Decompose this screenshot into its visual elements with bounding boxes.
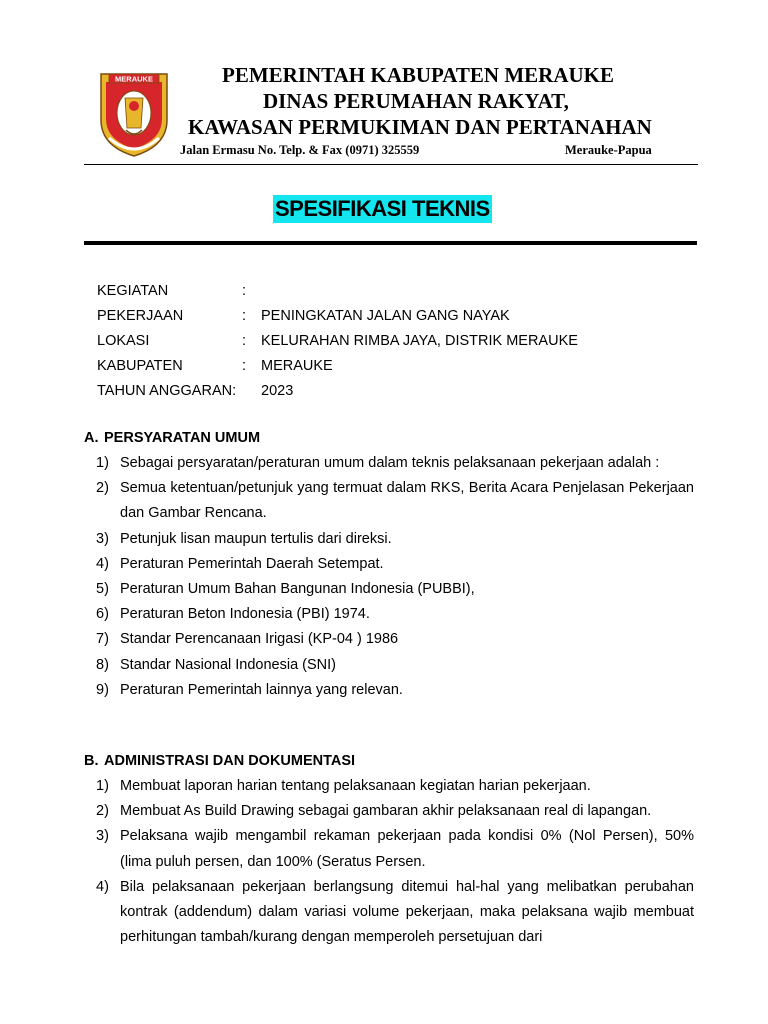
info-label-kabupaten: KABUPATEN <box>97 358 183 374</box>
letterhead-line2: DINAS PERUMAHAN RAKYAT, <box>263 89 569 113</box>
info-value-kabupaten: MERAUKE <box>261 358 333 374</box>
list-item-number: 2) <box>96 803 109 820</box>
list-item <box>96 774 694 799</box>
info-colon: : <box>242 308 247 324</box>
list-item-text: Standar Perencanaan Irigasi (KP-04 ) 1986 <box>120 631 399 648</box>
list-item-number: 2) <box>96 480 109 497</box>
regency-coat-of-arms-icon <box>95 68 173 158</box>
list-item-number: 7) <box>96 631 109 648</box>
letterhead-city: Merauke-Papua <box>565 143 652 157</box>
info-value-lokasi: KELURAHAN RIMBA JAYA, DISTRIK MERAUKE <box>261 333 578 349</box>
list-item-text: Sebagai persyaratan/peraturan umum dalam teknis pelaksanaan pekerjaan adalah : <box>120 455 660 471</box>
list-item-text: Petunjuk lisan maupun tertulis dari direksi. <box>120 530 392 547</box>
list-item <box>96 602 694 627</box>
list-item <box>96 451 694 476</box>
section-b-heading <box>84 753 355 769</box>
logo-text: MERAUKE <box>115 74 153 84</box>
letterhead-line3: KAWASAN PERMUKIMAN DAN PERTANAHAN <box>188 115 652 139</box>
document-title: SPESIFIKASI TEKNIS <box>275 196 490 221</box>
list-item <box>96 824 694 874</box>
list-item <box>96 653 694 678</box>
list-item-number: 6) <box>96 606 109 623</box>
info-colon: : <box>242 283 247 299</box>
list-item-number: 1) <box>96 455 109 471</box>
list-item <box>96 627 694 652</box>
list-item <box>96 875 694 951</box>
info-label-pekerjaan: PEKERJAAN <box>97 308 184 324</box>
info-value-pekerjaan: PENINGKATAN JALAN GANG NAYAK <box>261 308 510 324</box>
info-label-tahun-anggaran: TAHUN ANGGARAN: <box>97 383 237 399</box>
list-item-number: 8) <box>96 656 109 673</box>
list-item-number: 4) <box>96 555 109 572</box>
list-item <box>96 552 694 577</box>
list-item-number: 9) <box>96 681 109 698</box>
list-item-number: 3) <box>96 828 109 845</box>
list-item-text: Membuat As Build Drawing sebagai gambaran akhir pelaksanaan real di lapangan. <box>120 803 652 820</box>
list-item-text: Bila pelaksanaan pekerjaan berlangsung ditemui hal-hal yang melibatkan perubahan kontrak (addendum) dalam variasi volume pekerjaan, maka pelaksana wajib membuat perhitungan tambah/kurang dengan memperoleh persetujuan dari <box>120 878 694 946</box>
list-item-text: Membuat laporan harian tentang pelaksanaan kegiatan harian pekerjaan. <box>120 778 591 794</box>
letterhead-divider <box>84 164 698 165</box>
list-item-text: Pelaksana wajib mengambil rekaman pekerjaan pada kondisi 0% (Nol Persen), 50% (lima puluh persen, dan 100% (Seratus Persen. <box>120 828 694 870</box>
title-divider <box>84 241 697 245</box>
list-item-text: Semua ketentuan/petunjuk yang termuat dalam RKS, Berita Acara Penjelasan Pekerjaan dan Gambar Rencana. <box>120 480 694 522</box>
list-item-number: 1) <box>96 778 109 794</box>
info-colon: : <box>242 333 247 349</box>
list-item <box>96 577 694 602</box>
section-title: PERSYARATAN UMUM <box>104 430 261 446</box>
list-item-text: Peraturan Pemerintah Daerah Setempat. <box>120 555 384 572</box>
list-item <box>96 678 694 703</box>
list-item-number: 4) <box>96 878 109 895</box>
section-title: ADMINISTRASI DAN DOKUMENTASI <box>104 753 356 769</box>
list-item-text: Peraturan Pemerintah lainnya yang relevan. <box>120 681 403 698</box>
list-item-number: 3) <box>96 530 109 547</box>
list-item-text: Peraturan Umum Bahan Bangunan Indonesia (PUBBI), <box>120 581 475 598</box>
list-item <box>96 527 694 552</box>
section-letter: B. <box>84 753 99 769</box>
info-colon: : <box>242 358 247 374</box>
info-label-kegiatan: KEGIATAN <box>97 283 169 299</box>
list-item-text: Peraturan Beton Indonesia (PBI) 1974. <box>120 606 370 623</box>
letterhead-line1: PEMERINTAH KABUPATEN MERAUKE <box>222 63 615 87</box>
section-a-heading <box>84 430 260 446</box>
list-item-text: Standar Nasional Indonesia (SNI) <box>120 656 337 673</box>
list-item-number: 5) <box>96 581 109 598</box>
letterhead-address: Jalan Ermasu No. Telp. & Fax (0971) 325559 <box>180 143 420 157</box>
section-a-list <box>96 451 694 703</box>
section-b-list <box>96 774 694 950</box>
info-value-tahun-anggaran: 2023 <box>261 383 294 399</box>
list-item <box>96 799 694 824</box>
section-letter: A. <box>84 430 99 446</box>
list-item <box>96 476 694 526</box>
info-label-lokasi: LOKASI <box>97 333 150 349</box>
